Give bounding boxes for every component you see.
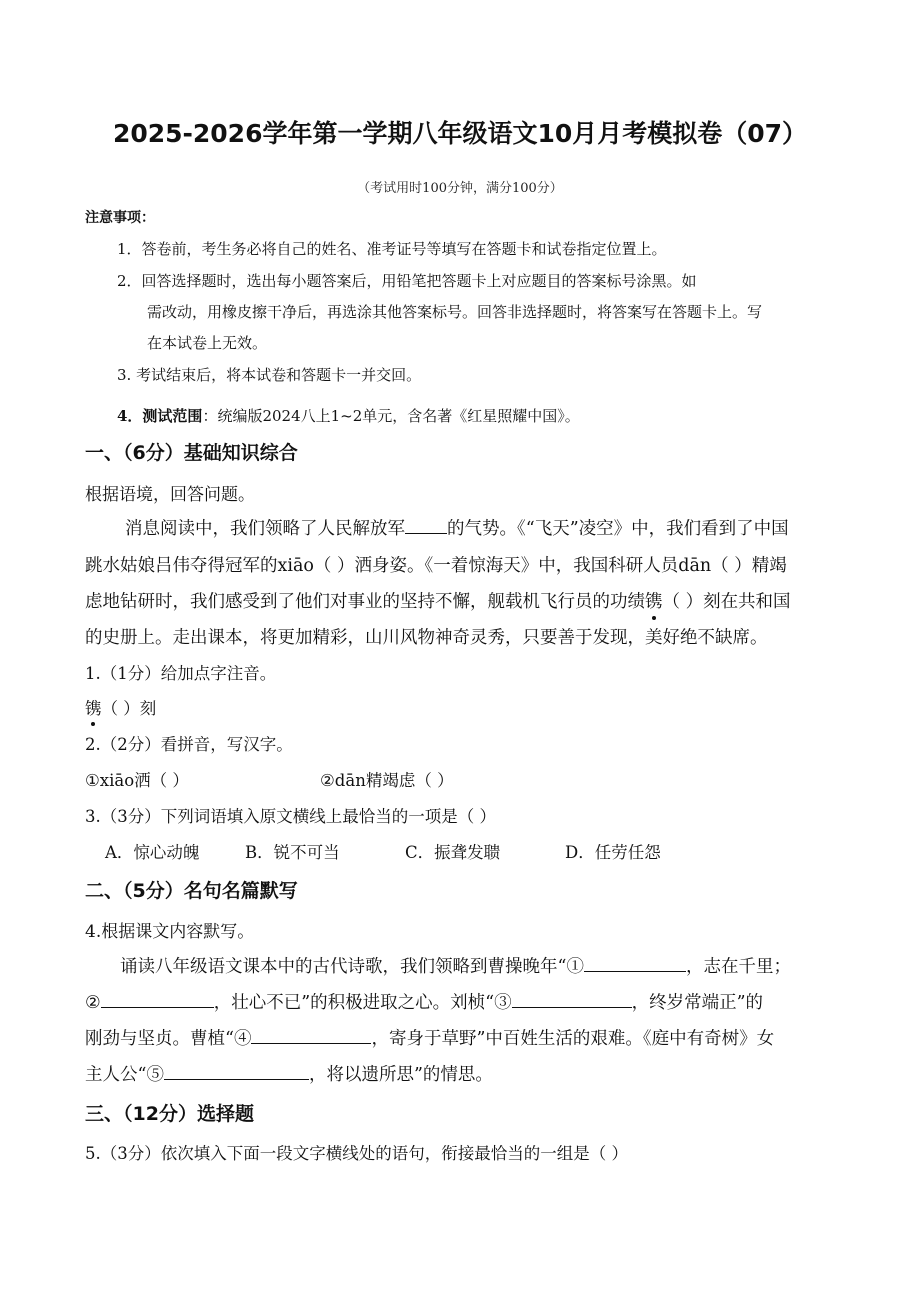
note-4-text: ：统编版2024八上1~2单元，含名著《红星照耀中国》。 (202, 407, 580, 425)
question-2: 2.（2分）看拼音，写汉字。 (85, 735, 293, 754)
question-1: 1.（1分）给加点字注音。 (85, 664, 277, 683)
section-3-heading: 三、（12分）选择题 (85, 1103, 254, 1125)
exam-subtitle: （考试用时100分钟，满分100分） (357, 181, 563, 196)
answer-blank[interactable] (164, 1063, 309, 1080)
para-3-text-a: 虑地钻研时，我们感受到了他们对事业的坚持不懈，舰载机飞行员的功绩 (85, 592, 645, 612)
poem-text: ，志在千里； (685, 957, 791, 977)
question-2-b[interactable]: ②dān精竭虑（ ） (320, 771, 454, 790)
section-2-para-line-4 (85, 1061, 493, 1086)
poem-text: ，将以遗所思”的情思。 (308, 1065, 493, 1085)
note-4-label: 4．测试范围 (117, 407, 203, 425)
poem-text: 主人公“⑤ (85, 1065, 164, 1085)
section-2-heading: 二、（5分）名句名篇默写 (85, 880, 298, 902)
section-2-para-line-2 (85, 989, 763, 1014)
poem-text: 诵读八年级语文课本中的古代诗歌，我们领略到曹操晚年“① (120, 957, 584, 977)
note-1: 1．答卷前，考生务必将自己的姓名、准考证号等填写在答题卡和试卷指定位置上。 (117, 240, 667, 258)
note-2-line-1: 2．回答选择题时，选出每小题答案后，用铅笔把答题卡上对应题目的答案标号涂黑。如 (117, 272, 697, 290)
section-1-para-line-4: 的史册上。走出课本，将更加精彩，山川风物神奇灵秀，只要善于发现，美好绝不缺席。 (85, 628, 768, 648)
section-1-heading: 一、（6分）基础知识综合 (85, 442, 298, 464)
question-2-a[interactable]: ①xiāo洒（ ） (85, 771, 189, 790)
section-1-para-line-3 (85, 588, 791, 613)
answer-blank[interactable] (101, 991, 214, 1008)
para-1-text-a: 消息阅读中，我们领略了人民解放军 (125, 519, 405, 539)
question-4: 4.根据课文内容默写。 (85, 922, 255, 942)
poem-text: 刚劲与坚贞。曹植“④ (85, 1029, 252, 1049)
para-3-text-b: （ ）刻在共和国 (662, 592, 791, 612)
question-3: 3.（3分）下列词语填入原文横线上最恰当的一项是（ ） (85, 807, 496, 826)
section-1-para-line-2: 跳水姑娘吕伟夺得冠军的xiāo（ ）洒身姿。《一着惊海天》中，我国科研人员dān（ ）精竭 (85, 556, 787, 576)
question-1-answer-line[interactable] (85, 695, 156, 719)
answer-blank[interactable] (512, 991, 632, 1008)
answer-blank[interactable] (405, 517, 447, 534)
option-d[interactable]: D．任劳任怨 (565, 843, 661, 862)
question-1-blank: （ ）刻 (101, 699, 157, 718)
section-1-para-line-1 (125, 515, 789, 540)
exam-title: 2025-2026学年第一学期八年级语文10月月考模拟卷（07） (112, 119, 808, 148)
note-3: 3. 考试结束后，将本试卷和答题卡一并交回。 (117, 366, 422, 384)
section-2-para-line-1 (120, 953, 791, 978)
answer-blank[interactable] (251, 1027, 371, 1044)
dotted-char: 镌 (85, 695, 102, 719)
poem-text: ，壮心不已”的积极进取之心。刘桢“③ (213, 993, 512, 1013)
para-1-text-b: 的气势。《“飞天”凌空》中，我们看到了中国 (447, 519, 789, 539)
option-c[interactable]: C．振聋发聩 (405, 843, 501, 862)
question-5: 5.（3分）依次填入下面一段文字横线处的语句，衔接最恰当的一组是（ ） (85, 1144, 628, 1163)
note-2-line-3: 在本试卷上无效。 (147, 334, 268, 352)
note-2-line-2: 需改动，用橡皮擦干净后，再选涂其他答案标号。回答非选择题时，将答案写在答题卡上。写 (147, 303, 763, 321)
poem-text: ，寄身于草野”中百姓生活的艰难。《庭中有奇树》女 (371, 1029, 775, 1049)
option-b[interactable]: B．锐不可当 (245, 843, 340, 862)
option-a[interactable]: A．惊心动魄 (105, 843, 200, 862)
answer-blank[interactable] (584, 955, 686, 972)
notes-heading: 注意事项： (85, 210, 155, 226)
dotted-char: 镌 (645, 588, 663, 613)
poem-text: ，终岁常端正”的 (631, 993, 764, 1013)
poem-text: ② (85, 993, 101, 1013)
section-1-intro: 根据语境，回答问题。 (85, 485, 255, 505)
note-4 (117, 405, 580, 426)
section-2-para-line-3 (85, 1025, 774, 1050)
